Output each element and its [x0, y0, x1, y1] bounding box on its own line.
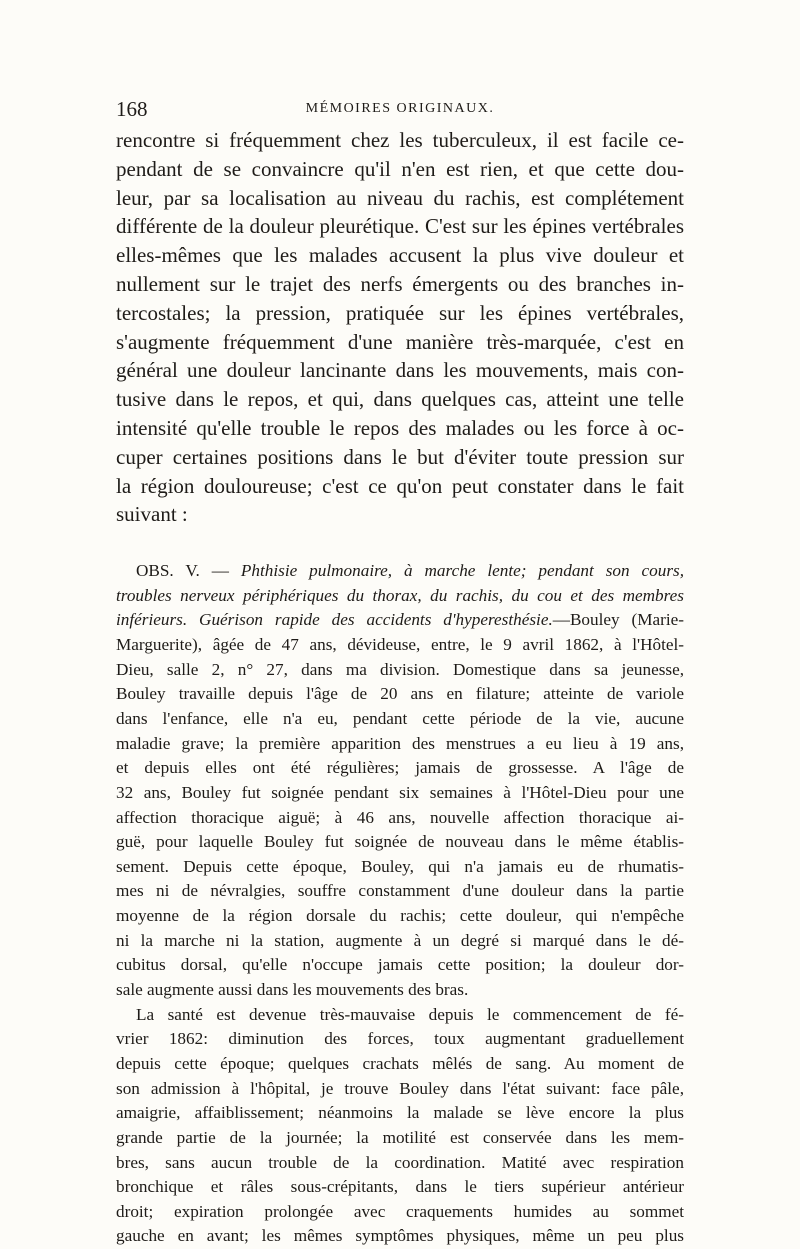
text-line: bronchique et râles sous-crépitants, dans le tiers supérieur antérieur — [116, 1177, 684, 1197]
text-line: rencontre si fréquemment chez les tuberculeux, il est facile ce- — [116, 128, 684, 152]
text-line: s'augmente fréquemment d'une manière très-marquée, c'est en — [116, 329, 684, 354]
text-line: droit; expiration prolongée avec craquements humides au sommet — [116, 1201, 684, 1221]
text-line: leur, par sa localisation au niveau du rachis, est complétement — [116, 185, 684, 210]
observation-title-line — [116, 608, 684, 633]
observation-label: OBS. V. — — [136, 561, 229, 581]
patient-name: —Bouley (Marie- — [552, 610, 684, 630]
text-line: moyenne de la région dorsale du rachis; cette douleur, qui n'empêche — [116, 906, 684, 926]
text-line: nullement sur le trajet des nerfs émergents ou des branches in- — [116, 271, 684, 296]
text-line: tusive dans le repos, et qui, dans quelques cas, atteint une telle — [116, 387, 684, 412]
observation-title: Phthisie pulmonaire, à marche lente; pendant son cours, — [240, 561, 685, 581]
text-line: la région douloureuse; c'est ce qu'on peut constater dans le fait — [116, 473, 684, 498]
text-line: cubitus dorsal, qu'elle n'occupe jamais cette position; la douleur dor- — [116, 955, 684, 975]
text-line: affection thoracique aiguë; à 46 ans, nouvelle affection thoracique ai- — [116, 807, 684, 827]
text-line: Marguerite), âgée de 47 ans, dévideuse, entre, le 9 avril 1862, à l'Hôtel- — [116, 635, 684, 655]
text-line: cuper certaines positions dans le but d'éviter toute pression sur — [116, 444, 684, 469]
text-line: suivant : — [116, 502, 188, 527]
text-line: maladie grave; la première apparition des menstrues a eu lieu à 19 ans, — [116, 733, 684, 753]
text-line: amaigrie, affaiblissement; néanmoins la malade se lève encore la plus — [116, 1103, 684, 1123]
text-line: son admission à l'hôpital, je trouve Bouley dans l'état suivant: face pâle, — [116, 1078, 684, 1098]
text-line: gauche en avant; les mêmes symptômes physiques, même un peu plus — [116, 1226, 684, 1246]
text-line: tercostales; la pression, pratiquée sur les épines vertébrales, — [116, 300, 684, 325]
text-line: et depuis elles ont été régulières; jamais de grossesse. A l'âge de — [116, 758, 684, 778]
text-line: vrier 1862: diminution des forces, toux augmentant graduellement — [116, 1029, 684, 1049]
text-line: guë, pour laquelle Bouley fut soignée de nouveau dans le même établis- — [116, 832, 684, 852]
text-line: ni la marche ni la station, augmente à un degré si marqué dans le dé- — [116, 930, 684, 950]
text-line: depuis cette époque; quelques crachats mêlés de sang. Au moment de — [116, 1053, 684, 1073]
observation-title: inférieurs. Guérison rapide des accidents d'hyperesthésie. — [116, 610, 553, 630]
text-line: elles-mêmes que les malades accusent la plus vive douleur et — [116, 243, 684, 268]
text-line: 32 ans, Bouley fut soignée pendant six semaines à l'Hôtel-Dieu pour une — [116, 782, 684, 802]
text-line: différente de la douleur pleurétique. C'est sur les épines vertébrales — [116, 214, 684, 239]
text-line: pendant de se convaincre qu'il n'en est rien, et que cette dou- — [116, 156, 684, 181]
text-line: sement. Depuis cette époque, Bouley, qui n'a jamais eu de rhumatis- — [116, 856, 684, 876]
main-paragraph — [116, 126, 684, 529]
text-line: mes ni de névralgies, souffre constamment d'une douleur dans la partie — [116, 881, 684, 901]
text-line: sale augmente aussi dans les mouvements des bras. — [116, 980, 469, 1000]
text-line: intensité qu'elle trouble le repos des malades ou les force à oc- — [116, 415, 684, 440]
text-line: La santé est devenue très-mauvaise depuis le commencement de fé- — [136, 1004, 684, 1024]
text-line: grande partie de la journée; la motilité est conservée dans les mem- — [116, 1127, 684, 1147]
page — [116, 96, 684, 1249]
text-line: général une douleur lancinante dans les mouvements, mais con- — [116, 358, 684, 383]
observation-title-line: troubles nerveux périphériques du thorax, du rachis, du cou et des membres — [116, 585, 684, 605]
observation-title-line — [116, 559, 684, 584]
page-header — [116, 96, 684, 126]
text-line: bres, sans aucun trouble de la coordination. Matité avec respiration — [116, 1152, 684, 1172]
text-line: Dieu, salle 2, n° 27, dans ma division. Domestique dans sa jeunesse, — [116, 659, 684, 679]
text-line: dans l'enfance, elle n'a eu, pendant cette période de la vie, aucune — [116, 709, 684, 728]
running-head: MÉMOIRES ORIGINAUX. — [305, 101, 495, 116]
text-line: Bouley travaille depuis l'âge de 20 ans en filature; atteinte de variole — [116, 684, 684, 704]
observation-section — [116, 559, 684, 1249]
section-spacer — [116, 529, 684, 559]
page-number: 168 — [116, 97, 148, 121]
